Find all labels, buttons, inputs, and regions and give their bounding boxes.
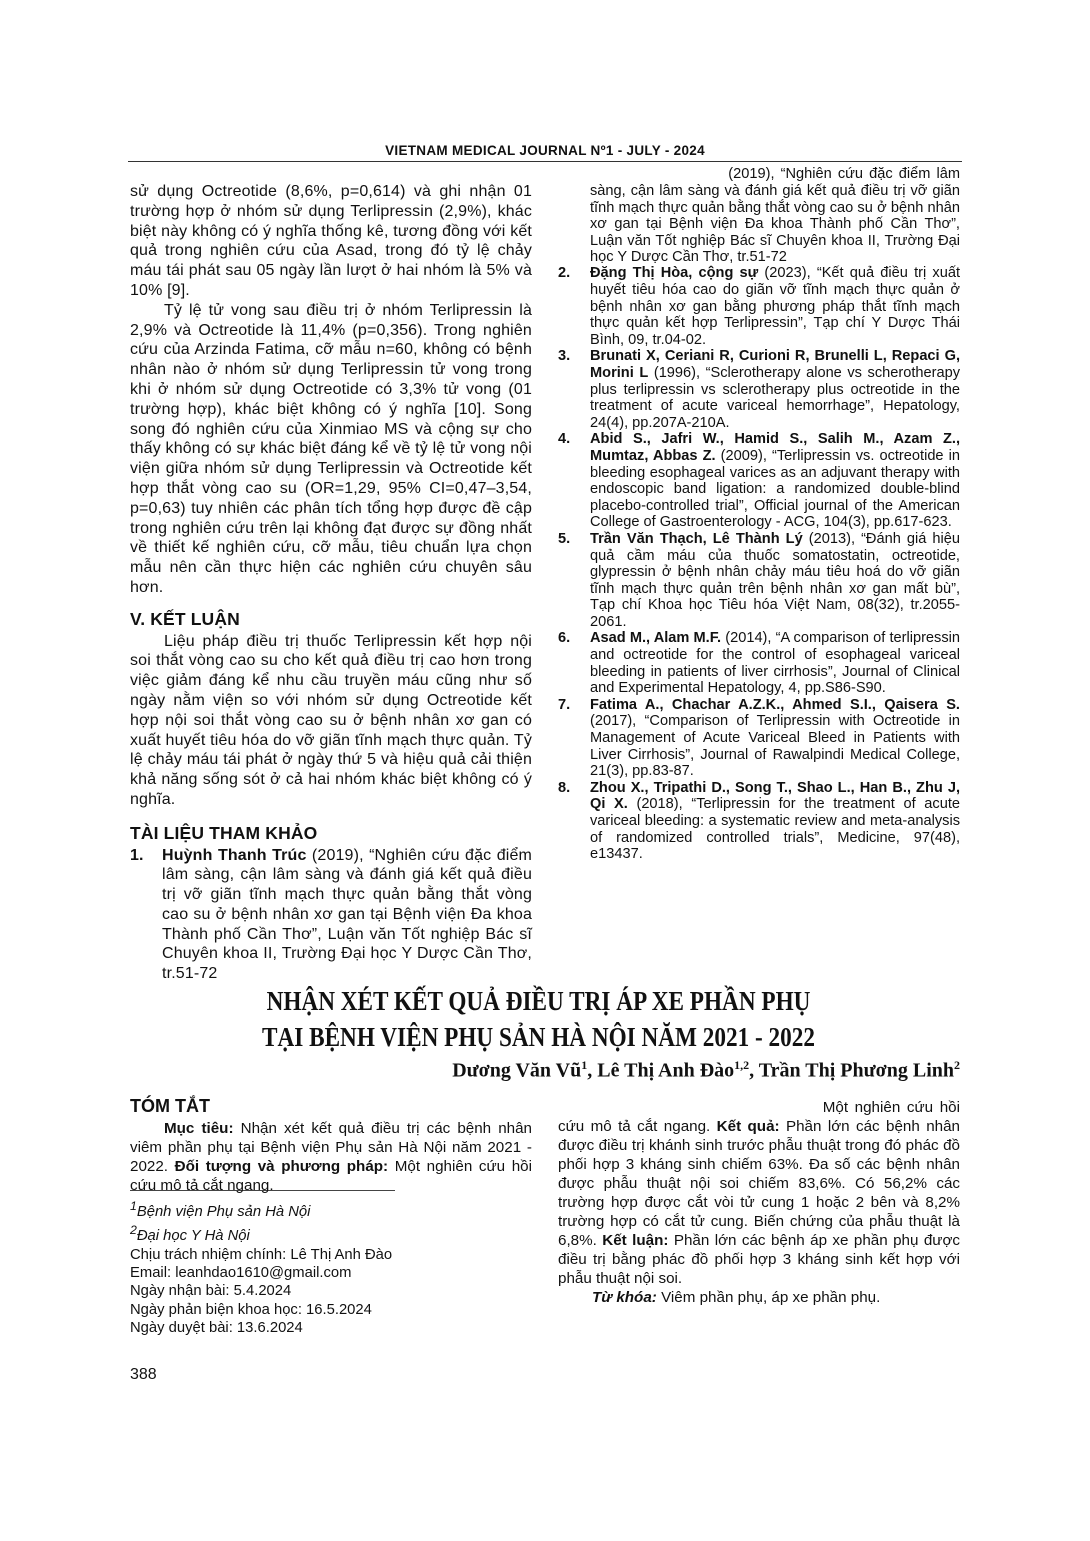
reference-text: (2013), “Đánh giá hiệu quả cầm máu của thuốc somatostatin, octreotide, glypressin ở bệnh nhân chảy máu tiêu hoá do vỡ giãn tĩnh mạch thực quản trên bệnh nhân xơ gan mất bù”, Tạp chí Khoa học Tiêu hóa Việt Nam, 08(32), tr.2055-2061. [590, 530, 960, 630]
methods-text: Một nghiên cứu hồi cứu mô tả cắt ngang. [130, 1158, 532, 1194]
right-column-references [558, 166, 961, 863]
date-reviewed: Ngày phản biện khoa học: 16.5.2024 [130, 1301, 372, 1318]
article-title-line1: NHẬN XÉT KẾT QUẢ ĐIỀU TRỊ ÁP XE PHẦN PHỤ [266, 986, 811, 1016]
reference-authors: Fatima A., Chachar A.Z.K., Ahmed S.I., Qaisera S. [590, 696, 960, 713]
reference-authors: Đặng Thị Hòa, cộng sự [590, 265, 759, 282]
date-received: Ngày nhận bài: 5.4.2024 [130, 1283, 292, 1300]
objective-label: Mục tiêu: [164, 1120, 234, 1137]
reference-item [558, 630, 960, 696]
corresponding-author: Chịu trách nhiệm chính: Lê Thị Anh Đào [130, 1246, 393, 1263]
reference-item [558, 697, 960, 780]
reference-item [558, 780, 960, 863]
reference-authors: Zhou X., Tripathi D., Song T., Shao L., Han B., Zhu J, Qi X. [590, 779, 960, 813]
reference-item [130, 846, 532, 983]
affiliation-2 [130, 1221, 532, 1245]
author-affiliation: 2 [954, 1058, 960, 1072]
references-heading: TÀI LIỆU THAM KHẢO [130, 822, 318, 843]
results-label: Kết quả: [716, 1118, 780, 1135]
header-divider [128, 161, 962, 162]
discussion-paragraph: sử dụng Octreotide (8,6%, p=0,614) và ghi nhận 01 trường hợp ở nhóm sử dụng Terlipressin (2,9%), khác biệt này không có ý nghĩa thống kê, tương đồng với kết quả trong nghiên cứu của Asad, trong đó tỷ lệ chảy máu tái phát sau 05 ngày lần lượt ở hai nhóm là 5% và 10% [9]. [130, 183, 532, 299]
reference-number: 5. [558, 530, 571, 547]
author-affiliation: 1,2 [734, 1058, 750, 1072]
conclusion-heading: V. KẾT LUẬN [130, 608, 240, 629]
page-number: 388 [130, 1366, 157, 1383]
article-title [130, 983, 947, 1055]
methods-label: Đối tượng và phương pháp: [174, 1158, 389, 1175]
article-title-line2: TẠI BỆNH VIỆN PHỤ SẢN HÀ NỘI NĂM 2021 - 2022 [261, 1022, 816, 1052]
reference-item [558, 531, 960, 631]
reference-text: (2009), “Terlipressin vs. octreotide in bleeding esophageal varices as an adjuvant therapy with endoscopic band ligation: a randomized double-blind placebo-controlled trial”, Official journal of the American College of Gastroenterology - ACG, 104(3), pp.617-623. [590, 447, 960, 531]
reference-text: (2017), “Comparison of Terlipressin with Octreotide in Management of Acute Variceal Bleed in Patients with Liver Cirrhosis”, Journal of Rawalpindi Medical College, 21(3), pp.83-87. [590, 713, 960, 780]
author-name: Trần Thị Phương Linh [758, 1059, 954, 1082]
reference-item [558, 348, 960, 431]
conclusion-paragraph: Liệu pháp điều trị thuốc Terlipressin kết hợp nội soi thắt vòng cao su cho kết quả điều trị cao hơn trong việc giảm đáng kể nhu cầu truyền máu cũng như số ngày nằm viện so với nhóm sử dụng Octreotide kết hợp nội soi thắt vòng cao su ở bệnh nhân xơ gan có xuất huyết tiêu hóa do vỡ giãn tĩnh mạch thực quản. Tỷ lệ chảy máu tái phát ở ngày thứ 5 và hiệu quả cải thiện khả năng sống sót ở cả hai nhóm khác biệt không có ý nghĩa. [130, 632, 532, 808]
abstract-right [558, 1098, 960, 1308]
author-separator: , [587, 1059, 598, 1082]
reference-authors: Abid S., Jafri W., Hamid S., Salih M., Azam Z., Mumtaz, Abbas Z. [590, 431, 960, 464]
left-column [130, 182, 532, 983]
abstract-paragraph [130, 1119, 532, 1194]
reference-text: (2019), “Nghiên cứu đặc điểm lâm sàng, cận lâm sàng và đánh giá kết quả điều trị vỡ giãn tĩnh mạch thực quản bằng thắt vòng cao su ở bệnh nhân xơ gan tại Bệnh viện Đa khoa Thành phố Cần Thơ”, Luận văn Tốt nghiệp Bác sĩ Chuyên khoa II, Trường Đại học Y Dược Cần Thơ, tr.51-72 [162, 846, 532, 983]
abstract-left [130, 1097, 532, 1338]
objective-text: Nhận xét kết quả điều trị các bệnh nhân viêm phần phụ tại Bệnh viện Phụ sản Hà Nội năm 2021 - 2022. [130, 1120, 532, 1175]
reference-authors: Brunati X, Ceriani R, Curioni R, Brunelli L, Repaci G, Morini L [590, 348, 960, 381]
author-affiliation: 1 [581, 1058, 588, 1072]
keywords-text: Viêm phần phụ, áp xe phần phụ. [656, 1289, 881, 1306]
methods-text: Một nghiên cứu hồi cứu mô tả cắt ngang. [558, 1099, 960, 1135]
affiliation-text: Bệnh viện Phụ sản Hà Nội [136, 1203, 311, 1220]
reference-number: 4. [558, 431, 571, 448]
abstract-paragraph-continued [558, 1060, 960, 1288]
author-separator: , [749, 1059, 759, 1082]
email: Email: leanhdao1610@gmail.com [130, 1265, 352, 1282]
affiliation-1 [130, 1197, 532, 1221]
reference-authors: Asad M., Alam M.F. [590, 630, 722, 647]
reference-number: 7. [558, 696, 571, 713]
journal-header: VIETNAM MEDICAL JOURNAL Nº1 - JULY - 2024 [385, 143, 705, 158]
author-name: Dương Văn Vũ [452, 1059, 582, 1082]
results-text: Phần lớn các bệnh nhân được điều trị khánh sinh trước phẫu thuật trong đó phác đồ phối hợp 3 kháng sinh chiếm 63%. Đa số các bệnh nhân được phẫu thuật nội soi chiếm 83,6%. Có 56,2% các trường hợp được cắt vòi tử cung 1 hoặc 2 bên và 8,2% trường hợp có cắt tử cung. Biến chứng của phẫu thuật là 6,8%. [558, 1118, 960, 1249]
reference-text: (1996), “Sclerotherapy alone vs scherotherapy plus terlipressin vs sclerotherapy plus octreotide in the treatment of acute variceal hemorrhage”, Hepatology, 24(4), pp.207A-210A. [590, 364, 961, 431]
abstract-heading: TÓM TẮT [130, 1096, 210, 1116]
reference-number: 8. [558, 779, 571, 796]
reference-text: (2019), “Nghiên cứu đặc điểm lâm sàng, cận lâm sàng và đánh giá kết quả điều trị vỡ giãn tĩnh mạch thực quản bằng thắt vòng cao su ở bệnh nhân xơ gan tại Bệnh viện Đa khoa Thành phố Cần Thơ”, Luận văn Tốt nghiệp Bác sĩ Chuyên khoa II, Trường Đại học Y Dược Cần Thơ, tr.51-72 [590, 166, 960, 266]
reference-text: (2014), “A comparison of terlipressin and octreotide for the control of esophageal variceal bleeding in patients of liver cirrhosis”, Journal of Clinical and Experimental Hepatology, 4, pp.S86-S90. [590, 630, 960, 697]
keywords [558, 1288, 960, 1307]
reference-number: 2. [558, 265, 571, 282]
reference-item [558, 431, 960, 531]
affiliation-number: 2 [130, 1223, 137, 1238]
reference-item [558, 265, 960, 348]
date-accepted: Ngày duyệt bài: 13.6.2024 [130, 1320, 303, 1337]
discussion-paragraph: Tỷ lệ tử vong sau điều trị ở nhóm Terlipressin là 2,9% và Octreotide là 11,4% (p=0,356). Trong nghiên cứu của Arzinda Fatima, cỡ mẫu n=60, không có bệnh nhân nào ở nhóm sử dụng Terlipressin tử vong trong khi ở nhóm sử dụng Octreotide có 3,3% tử vong (01 trường hợp), khác biệt không có ý nghĩa [10]. Song song đó nghiên cứu của Xinmiao MS và cộng sự cho thấy không có sự khác biệt đáng kể về tỷ lệ tử vong nội viện giữa nhóm sử dụng Terlipressin và Octreotide kết hợp thắt vòng cao su (OR=1,29, 95% CI=0,47–3,54, p=0,63) tuy nhiên các phân tích tổng hợp được đề cập trong nghiên cứu trên lại không đạt được sự đồng nhất về thiết kế nghiên cứu, cỡ mẫu, tiêu chuẩn lựa chọn mẫu nên cần thực hiện các nghiên cứu chuyên sâu hơn. [130, 301, 532, 596]
reference-number: 3. [558, 348, 571, 365]
reference-authors: Trần Văn Thạch, Lê Thành Lý [590, 530, 803, 547]
author-name: Lê Thị Anh Đào [597, 1059, 735, 1082]
keywords-label: Từ khóa: [592, 1289, 657, 1306]
reference-authors: Huỳnh Thanh Trúc [162, 846, 307, 864]
reference-number: 6. [558, 630, 571, 647]
affiliation-number: 1 [130, 1199, 137, 1213]
reference-number: 1. [130, 846, 144, 864]
conclusion-text: Phần lớn các bệnh áp xe phần phụ được điều trị bằng phác đồ phối hợp 3 kháng sinh kết hợp với phẫu thuật nội soi. [558, 1232, 960, 1287]
conclusion-label: Kết luận: [602, 1232, 669, 1249]
reference-text: (2018), “Terlipressin for the treatment of acute variceal bleeding: a systematic review and meta-analysis of randomized controlled trials”, Medicine, 97(48), e13437. [590, 796, 960, 863]
affiliation-text: Đại học Y Hà Nội [136, 1228, 250, 1245]
reference-text: (2023), “Kết quả điều trị xuất huyết tiêu hóa cao do giãn vỡ tĩnh mạch thực quản ở bệnh nhân xơ gan bằng phương pháp thắt tĩnh mạch thực quản kết hợp Terlipressin”, Tạp chí Y Dược Thái Bình, 09, tr.04-02. [590, 265, 960, 348]
reference-item-continued [558, 166, 960, 265]
footnotes [130, 1197, 532, 1338]
